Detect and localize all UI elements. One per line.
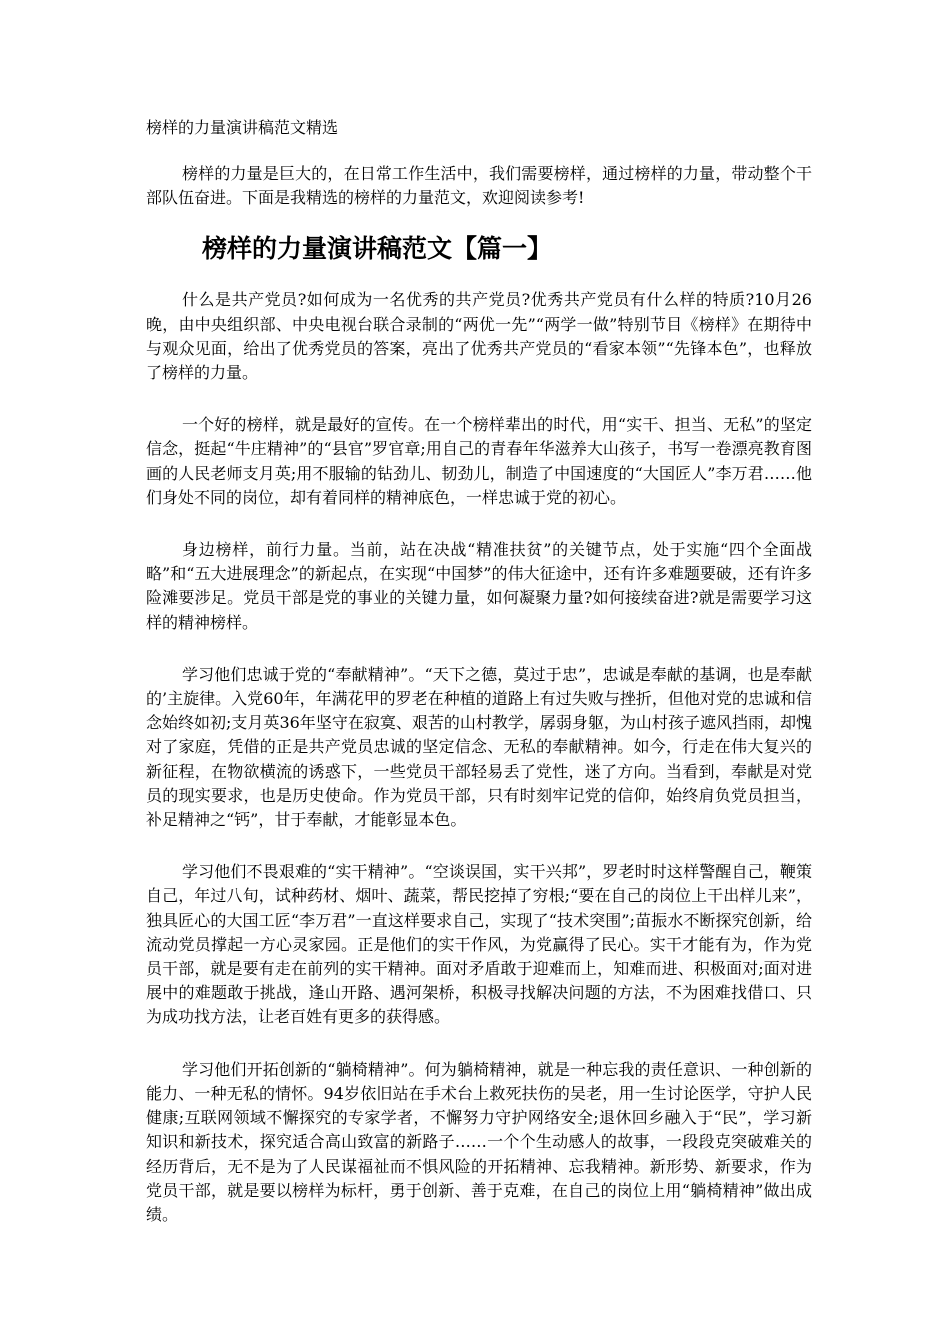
intro-paragraph: 榜样的力量是巨大的，在日常工作生活中，我们需要榜样，通过榜样的力量，带动整个干部队伍奋进。下面是我精选的榜样的力量范文，欢迎阅读参考! (146, 164, 812, 208)
section-heading: 榜样的力量演讲稿范文【篇一】 (202, 234, 553, 264)
body-paragraph-5: 学习他们不畏艰难的“实干精神”。“空谈误国，实干兴邦”，罗老时时这样警醒自己，鞭策自己，年过八旬，试种药材、烟叶、蔬菜，帮民挖掉了穷根;“要在自己的岗位上干出样儿来”，独具匠心的大国工匠“李万君”一直这样要求自己，实现了“技术突围”;苗振水不断探究创新，给流动党员撑起一方心灵家园。正是他们的实干作风，为党赢得了民心。实干才能有为，作为党员干部，就是要有走在前列的实干精神。面对矛盾敢于迎难而上，知难而进、积极面对;面对进展中的难题敢于挑战，逢山开路、遇河架桥，积极寻找解决问题的方法，不为困难找借口、只为成功找方法，让老百姓有更多的获得感。 (146, 862, 812, 1027)
body-paragraph-2: 一个好的榜样，就是最好的宣传。在一个榜样辈出的时代，用“实干、担当、无私”的坚定信念，挺起“牛庄精神”的“县官”罗官章;用自己的青春年华滋养大山孩子，书写一卷漂亮教育图画的人民老师支月英;用不服输的钻劲儿、韧劲儿，制造了中国速度的“大国匠人”李万君……他们身处不同的岗位，却有着同样的精神底色，一样忠诚于党的初心。 (146, 415, 812, 507)
body-paragraph-3: 身边榜样，前行力量。当前，站在决战“精准扶贫”的关键节点，处于实施“四个全面战略”和“五大进展理念”的新起点，在实现“中国梦”的伟大征途中，还有许多难题要破，还有许多险滩要涉足。党员干部是党的事业的关键力量，如何凝聚力量?如何接续奋进?就是需要学习这样的精神榜样。 (146, 540, 812, 632)
body-paragraph-1: 什么是共产党员?如何成为一名优秀的共产党员?优秀共产党员有什么样的特质?10月26晚，由中央组织部、中央电视台联合录制的“两优一先”“两学一做”特别节目《榜样》在期待中与观众见面，给出了优秀党员的答案，亮出了优秀共产党员的“看家本领”“先锋本色”，也释放了榜样的力量。 (146, 290, 812, 383)
document-title: 榜样的力量演讲稿范文精选 (146, 118, 339, 137)
document-page (146, 116, 812, 1255)
body-paragraph-6: 学习他们开拓创新的“躺椅精神”。何为躺椅精神，就是一种忘我的责任意识、一种创新的能力、一种无私的情怀。94岁依旧站在手术台上救死扶伤的吴老，用一生讨论医学，守护人民健康;互联网领域不懈探究的专家学者，不懈努力守护网络安全;退休回乡融入于“民”，学习新知识和新技术，探究适合高山致富的新路子……一个个生动感人的故事，一段段克突破难关的经历背后，无不是为了人民谋福祉而不惧风险的开拓精神、忘我精神。新形势、新要求，作为党员干部，就是要以榜样为标杆，勇于创新、善于克难，在自己的岗位上用“躺椅精神”做出成绩。 (146, 1059, 812, 1224)
body-paragraph-4: 学习他们忠诚于党的“奉献精神”。“天下之德，莫过于忠”，忠诚是奉献的基调，也是奉献的’主旋律。入党60年，年满花甲的罗老在种植的道路上有过失败与挫折，但他对党的忠诚和信念始终如初;支月英36年坚守在寂寞、艰苦的山村教学，孱弱身躯，为山村孩子遮风挡雨，却愧对了家庭，凭借的正是共产党员忠诚的坚定信念、无私的奉献精神。如今，行走在伟大复兴的新征程，在物欲横流的诱惑下，一些党员干部轻易丢了党性，迷了方向。当看到，奉献是对党员的现实要求，也是历史使命。作为党员干部，只有时刻牢记党的信仰，始终肩负党员担当，补足精神之“钙”，甘于奉献，才能彰显本色。 (146, 664, 812, 830)
